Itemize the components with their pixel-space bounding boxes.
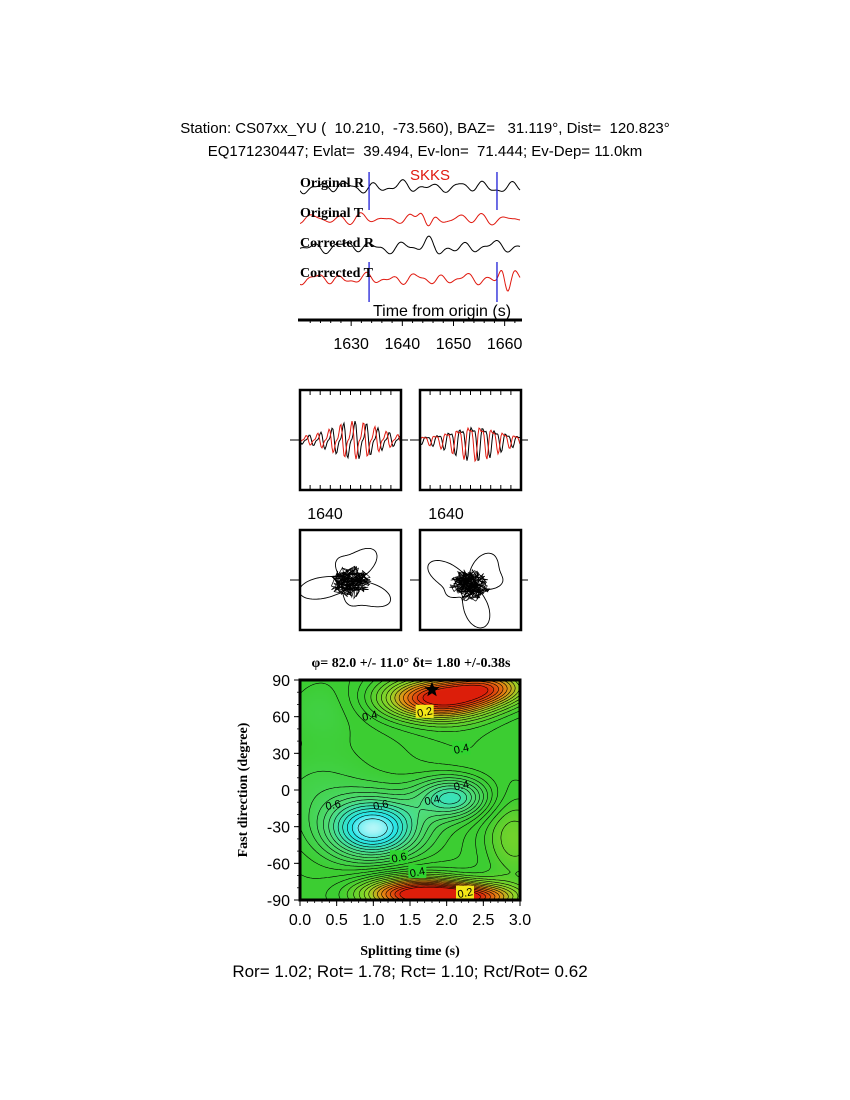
panel-right-tick-label: 1640 [428, 506, 464, 523]
phase-label: SKKS [409, 167, 451, 184]
trace-label-corrected-r: Corrected R [300, 236, 374, 251]
trace-window-marks [369, 172, 497, 302]
grid-ytick-label: -60 [266, 856, 290, 874]
contour-label: 0.2 [456, 886, 474, 902]
trace-tick-label: 1630 [333, 336, 369, 353]
trace-label-original-t: Original T [300, 206, 364, 221]
header-line-2: EQ171230447; Evlat= 39.494, Ev-lon= 71.444; Ev-Dep= 11.0km [207, 143, 643, 160]
waveform-panel-left [290, 390, 408, 490]
particle-motion-right [410, 530, 528, 630]
grid-xtick-label: 2.0 [435, 912, 458, 929]
grid-ytick-label: 90 [272, 673, 290, 690]
contour-label: 0.6 [390, 850, 408, 866]
trace-label-original-r: Original R [300, 176, 365, 191]
grid-ytick-label: 0 [281, 783, 290, 800]
trace-axis-ticks [310, 320, 522, 353]
trace-tick-label: 1660 [486, 336, 523, 353]
grid-title: φ= 82.0 +/- 11.0° δt= 1.80 +/-0.38s [311, 656, 511, 671]
trace-section [298, 167, 523, 353]
grid-xtick-label: 0.5 [325, 912, 348, 929]
panel-left-tick-label: 1640 [307, 506, 343, 523]
trace-label-corrected-t: Corrected T [300, 266, 373, 281]
header-line-1: Station: CS07xx_YU ( 10.210, -73.560), BAZ= 31.119°, Dist= 120.823° [180, 120, 670, 137]
grid-xtick-label: 3.0 [508, 912, 532, 929]
waveform-panel-right [410, 390, 528, 490]
grid-ytick-label: -90 [266, 893, 290, 910]
contour-label: 0.6 [372, 798, 390, 814]
grid-xtick-label: 1.5 [398, 912, 422, 929]
contour-label: 0.2 [416, 705, 434, 721]
contour-label: 0.4 [452, 741, 471, 757]
trace-tick-label: 1640 [384, 336, 421, 353]
grid-ylabel: Fast direction (degree) [236, 722, 251, 858]
grid-ytick-label: -30 [266, 819, 290, 837]
particle-motion-left [290, 530, 401, 630]
grid-xtick-label: 0.0 [288, 912, 312, 929]
contour-label: 0.4 [361, 708, 379, 724]
grid-xtick-label: 1.0 [362, 912, 385, 929]
contour-label: 0.4 [452, 778, 471, 794]
grid-xlabel: Splitting time (s) [360, 944, 460, 959]
grid-search-plot [267, 673, 531, 929]
trace-xlabel: Time from origin (s) [372, 303, 512, 320]
footer-ratios: Ror= 1.02; Rot= 1.78; Rct= 1.10; Rct/Rot= 0.62 [232, 962, 588, 981]
contour-label: 0.4 [423, 793, 441, 809]
grid-ytick-label: 30 [272, 746, 290, 764]
grid-ytick-label: 60 [272, 709, 290, 727]
trace-tick-label: 1650 [435, 336, 472, 353]
grid-xtick-label: 2.5 [472, 912, 495, 929]
contour-label: 0.6 [324, 798, 342, 814]
contour-label: 0.4 [408, 865, 427, 881]
